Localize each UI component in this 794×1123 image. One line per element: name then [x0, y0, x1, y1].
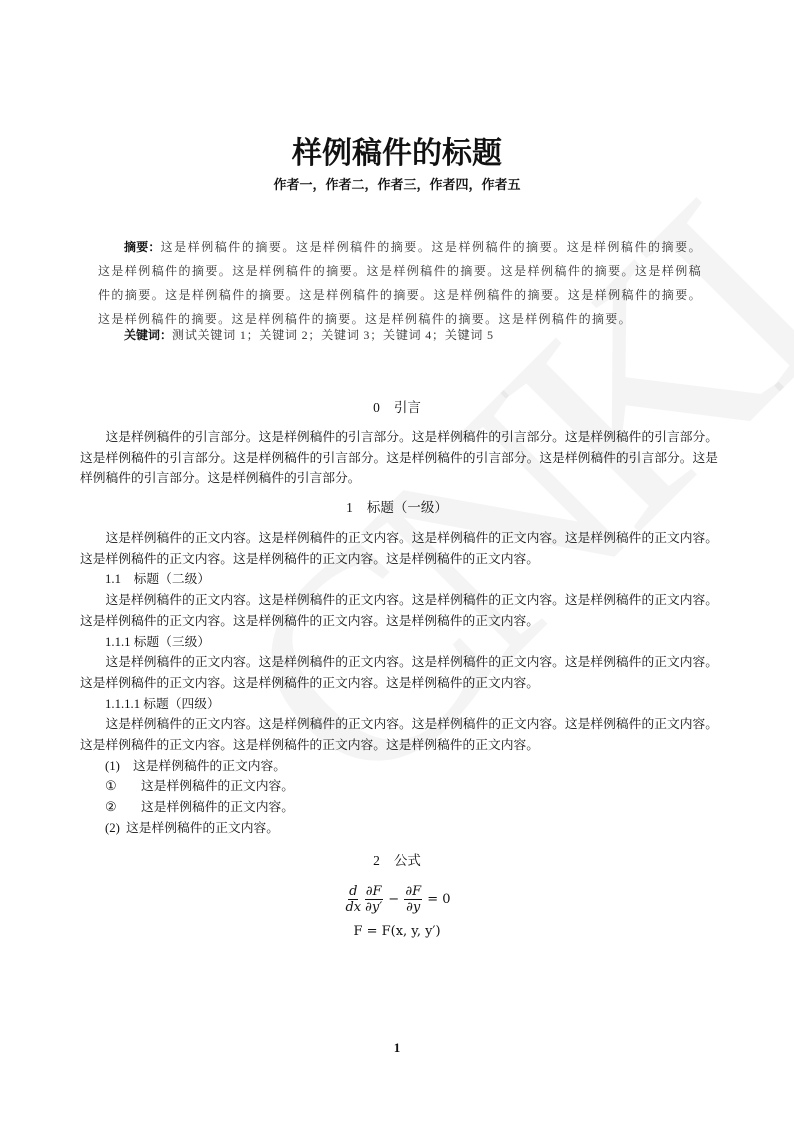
abstract-label: 摘要： — [124, 240, 161, 254]
authors: 作者一，作者二，作者三，作者四，作者五 — [273, 177, 521, 192]
page-title: 样例稿件的标题 — [292, 137, 502, 170]
paragraph: 这是样例稿件的正文内容。这是样例稿件的正文内容。这是样例稿件的正文内容。这是样例稿件的正文内容。这是样例稿件的正文内容。这是样例稿件的正文内容。这是样例稿件的正文内容。 — [80, 593, 718, 628]
list-item: (2) 这是样例稿件的正文内容。 — [105, 820, 279, 835]
list-item: (1) 这是样例稿件的正文内容。 — [105, 758, 286, 773]
paragraph: 这是样例稿件的正文内容。这是样例稿件的正文内容。这是样例稿件的正文内容。这是样例稿件的正文内容。这是样例稿件的正文内容。这是样例稿件的正文内容。这是样例稿件的正文内容。 — [80, 717, 718, 753]
keywords-text: 测试关键词 1；关键词 2；关键词 3；关键词 4；关键词 5 — [172, 328, 494, 342]
section-heading-intro: 0 引言 — [373, 400, 421, 415]
heading-level-3: 1.1.1 标题（三级） — [105, 634, 211, 649]
keywords-label: 关键词： — [124, 328, 173, 342]
heading-level-2: 1.1 标题（二级） — [105, 572, 211, 587]
equation-definition: F = F(x, y, y′) — [353, 924, 441, 939]
abstract — [98, 235, 702, 331]
section-heading-2: 2 公式 — [373, 853, 421, 868]
section-1-body — [80, 528, 718, 839]
section-heading-1: 1 标题（一级） — [346, 500, 448, 515]
abstract-text: 这是样例稿件的摘要。这是样例稿件的摘要。这是样例稿件的摘要。这是样例稿件的摘要。这是样例稿件的摘要。这是样例稿件的摘要。这是样例稿件的摘要。这是样例稿件的摘要。这是样例稿件的摘要。这是样例稿件的摘要。这是样例稿件的摘要。这是样例稿件的摘要。这是样例稿件的摘要。这是样例稿件的摘要。这是样例稿件的摘要。这是样例稿件的摘要。这是样例稿件的摘要。 — [98, 240, 702, 326]
paragraph: 这是样例稿件的正文内容。这是样例稿件的正文内容。这是样例稿件的正文内容。这是样例稿件的正文内容。这是样例稿件的正文内容。这是样例稿件的正文内容。这是样例稿件的正文内容。 — [80, 531, 718, 566]
paragraph: 这是样例稿件的正文内容。这是样例稿件的正文内容。这是样例稿件的正文内容。这是样例稿件的正文内容。这是样例稿件的正文内容。这是样例稿件的正文内容。这是样例稿件的正文内容。 — [80, 655, 718, 690]
keywords — [124, 326, 494, 344]
intro-paragraph: 这是样例稿件的引言部分。这是样例稿件的引言部分。这是样例稿件的引言部分。这是样例稿件的引言部分。这是样例稿件的引言部分。这是样例稿件的引言部分。这是样例稿件的引言部分。这是样例稿件的引言部分。这是样例稿件的引言部分。这是样例稿件的引言部分。 — [80, 430, 718, 486]
heading-level-4: 1.1.1.1 标题（四级） — [105, 696, 220, 711]
page-number: 1 — [393, 1040, 401, 1055]
list-item: ① 这是样例稿件的正文内容。 — [105, 779, 294, 794]
equation-euler-lagrange: $\frac{d}{dx}$ $\frac{\partial F}{\partial y'}$ − $\frac{\partial F}{\partial y}$ = 0 — [345, 884, 451, 915]
list-item: ② 这是样例稿件的正文内容。 — [105, 800, 294, 815]
